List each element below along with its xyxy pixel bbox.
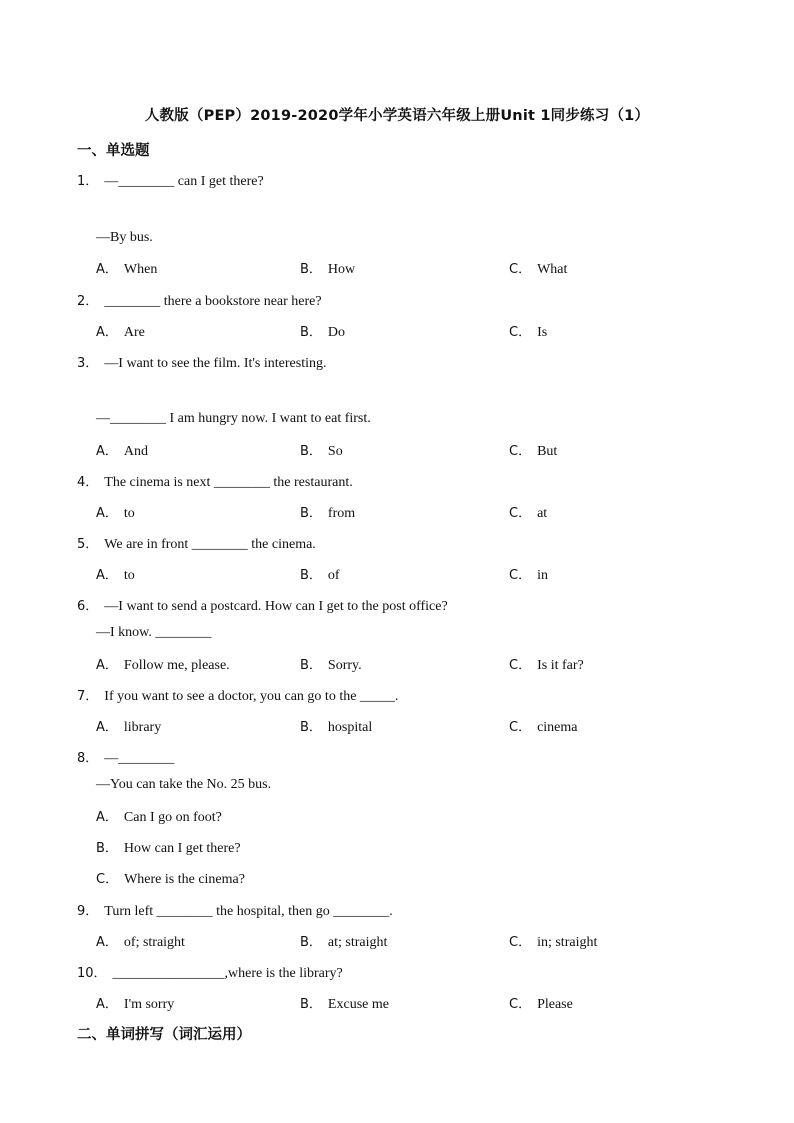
question-5-option-a: A． to (96, 568, 135, 583)
question-3-option-b: B． So (300, 444, 343, 459)
question-5-option-b: B． of (300, 568, 340, 583)
question-10-option-b: B． Excuse me (300, 997, 389, 1012)
question-9-option-a: A． of; straight (96, 935, 185, 950)
question-6-option-b: B． Sorry. (300, 658, 362, 673)
question-3-option-c: C． But (509, 444, 558, 459)
question-3: 3． —I want to see the film. It's interesting. (77, 356, 327, 371)
question-4-option-a: A． to (96, 506, 135, 521)
page-title: 人教版（PEP）2019-2020学年小学英语六年级上册Unit 1同步练习（1） (144, 108, 650, 124)
question-2: 2． ________ there a bookstore near here? (77, 294, 322, 309)
question-4-option-b: B． from (300, 506, 356, 521)
question-8-reply: —You can take the No. 25 bus. (96, 777, 272, 792)
question-9-option-b: B． at; straight (300, 935, 388, 950)
section-heading-spelling: 二、单词拼写（词汇运用） (77, 1027, 251, 1043)
question-7-option-b: B． hospital (300, 720, 373, 735)
question-7-option-a: A． library (96, 720, 162, 735)
question-5-option-c: C． in (509, 568, 548, 583)
question-10-option-c: C． Please (509, 997, 573, 1012)
question-8-option-b: B． How can I get there? (96, 841, 241, 856)
question-7: 7． If you want to see a doctor, you can go to the _____. (77, 689, 399, 704)
question-10-option-a: A． I'm sorry (96, 997, 175, 1012)
question-4-option-c: C． at (509, 506, 548, 521)
question-1-option-a: A． When (96, 262, 158, 277)
question-7-option-c: C． cinema (509, 720, 578, 735)
question-8-option-c: C． Where is the cinema? (96, 872, 245, 887)
question-8: 8． —________ (77, 751, 175, 766)
question-2-option-a: A． Are (96, 325, 145, 340)
question-5: 5． We are in front ________ the cinema. (77, 537, 316, 552)
question-3-option-a: A． And (96, 444, 149, 459)
question-1-option-b: B． How (300, 262, 356, 277)
question-4: 4． The cinema is next ________ the restaurant. (77, 475, 353, 490)
question-6-option-a: A． Follow me, please. (96, 658, 230, 673)
question-2-option-b: B． Do (300, 325, 346, 340)
question-8-option-a: A． Can I go on foot? (96, 810, 222, 825)
section-heading-multiple-choice: 一、单选题 (77, 143, 150, 159)
question-9-option-c: C． in; straight (509, 935, 598, 950)
question-6-reply: —I know. ________ (96, 625, 212, 640)
question-2-option-c: C． Is (509, 325, 548, 340)
question-10: 10． ________________,where is the library? (77, 966, 343, 981)
question-6-option-c: C． Is it far? (509, 658, 584, 673)
question-9: 9． Turn left ________ the hospital, then go ________. (77, 904, 393, 919)
question-1-option-c: C． What (509, 262, 568, 277)
question-3-reply: —________ I am hungry now. I want to eat first. (96, 411, 371, 426)
question-6: 6． —I want to send a postcard. How can I get to the post office? (77, 599, 448, 614)
question-1: 1． —________ can I get there? (77, 174, 264, 189)
question-1-reply: —By bus. (96, 230, 153, 245)
